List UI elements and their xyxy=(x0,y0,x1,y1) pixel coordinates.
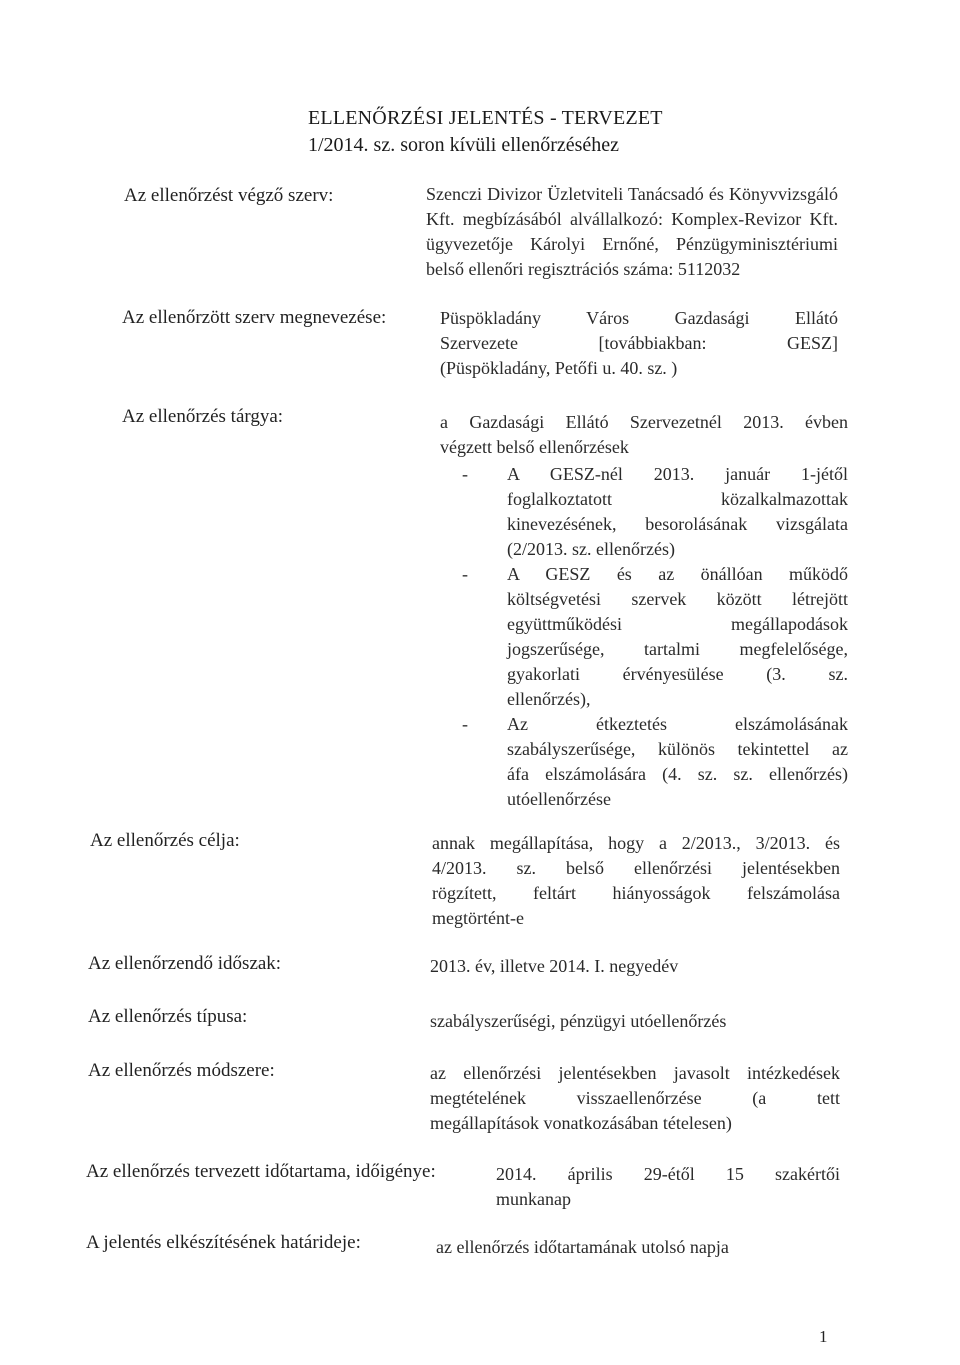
value-deadline: az ellenőrzés időtartamának utolsó napja xyxy=(436,1237,729,1257)
value-line: Szervezete [továbbiakban: GESZ] xyxy=(440,333,838,353)
list-item: - A GESZ-nél 2013. január 1-jétől foglalkoztatott közalkalmazottak kinevezésének, besorolásának vizsgálata (2/2013. sz. ellenőrzés) xyxy=(462,462,848,562)
subject-bullet-list xyxy=(462,462,848,812)
list-item: - A GESZ és az önállóan működő költségvetési szervek között létrejött együttműködési megállapodások jogszerűsége, tartalmi megfelelősége, gyakorlati érvényesülése (3. sz. ellenőrzés), xyxy=(462,562,848,712)
label-method: Az ellenőrzés módszere: xyxy=(88,1060,275,1081)
value-auditor xyxy=(426,182,838,282)
value-line: (Püspökladány, Petőfi u. 40. sz. ) xyxy=(440,358,678,378)
value-line: Szenczi Divizor Üzletviteli Tanácsadó és Könyvvizsgáló xyxy=(426,184,838,204)
value-line: megtételének visszaellenőrzése (a tett xyxy=(430,1088,840,1108)
page-number: 1 xyxy=(819,1327,828,1346)
value-line: a Gazdasági Ellátó Szervezetnél 2013. évben xyxy=(440,412,848,432)
value-line: az ellenőrzési jelentésekben javasolt intézkedések xyxy=(430,1063,840,1083)
value-period: 2013. év, illetve 2014. I. negyedév xyxy=(430,956,679,976)
label-type: Az ellenőrzés típusa: xyxy=(88,1006,248,1027)
value-line: Püspökladány Város Gazdasági Ellátó xyxy=(440,308,838,328)
label-deadline: A jelentés elkészítésének határideje: xyxy=(86,1232,361,1253)
label-period: Az ellenőrzendő időszak: xyxy=(88,953,282,974)
value-duration xyxy=(496,1162,840,1212)
value-type: szabályszerűségi, pénzügyi utóellenőrzés xyxy=(430,1011,727,1031)
list-item: - Az étkeztetés elszámolásának szabályszerűsége, különös tekintettel az áfa elszámolására (4. sz. sz. ellenőrzés) utóellenőrzése xyxy=(462,712,848,812)
value-line: ügyvezetője Károlyi Ernőné, Pénzügyminisztériumi xyxy=(426,234,838,254)
report-title: ELLENŐRZÉSI JELENTÉS - TERVEZET xyxy=(308,107,663,129)
report-subtitle: 1/2014. sz. soron kívüli ellenőrzéséhez xyxy=(308,134,620,156)
value-line: 2014. április 29-étől 15 szakértői xyxy=(496,1164,840,1184)
value-line: 4/2013. sz. belső ellenőrzési jelentésekben xyxy=(432,858,840,878)
value-line: annak megállapítása, hogy a 2/2013., 3/2013. és xyxy=(432,833,840,853)
value-line: munkanap xyxy=(496,1189,571,1209)
value-audited-body xyxy=(440,306,838,381)
value-line: megállapítások vonatkozásában tételesen) xyxy=(430,1113,732,1133)
value-subject-intro xyxy=(440,410,848,460)
value-line: végzett belső ellenőrzések xyxy=(440,437,629,457)
label-purpose: Az ellenőrzés célja: xyxy=(90,830,240,851)
value-line: Kft. megbízásából alvállalkozó: Komplex-Revizor Kft. xyxy=(426,209,838,229)
value-line: megtörtént-e xyxy=(432,908,524,928)
label-audited-body: Az ellenőrzött szerv megnevezése: xyxy=(122,307,387,328)
label-subject: Az ellenőrzés tárgya: xyxy=(122,406,284,427)
value-line: belső ellenőri regisztrációs száma: 5112032 xyxy=(426,259,741,279)
value-method xyxy=(430,1061,840,1136)
value-line: rögzített, feltárt hiányosságok felszámolása xyxy=(432,883,840,903)
label-auditor: Az ellenőrzést végző szerv: xyxy=(124,185,334,206)
value-purpose xyxy=(432,831,840,931)
label-duration: Az ellenőrzés tervezett időtartama, időigénye: xyxy=(86,1161,436,1182)
